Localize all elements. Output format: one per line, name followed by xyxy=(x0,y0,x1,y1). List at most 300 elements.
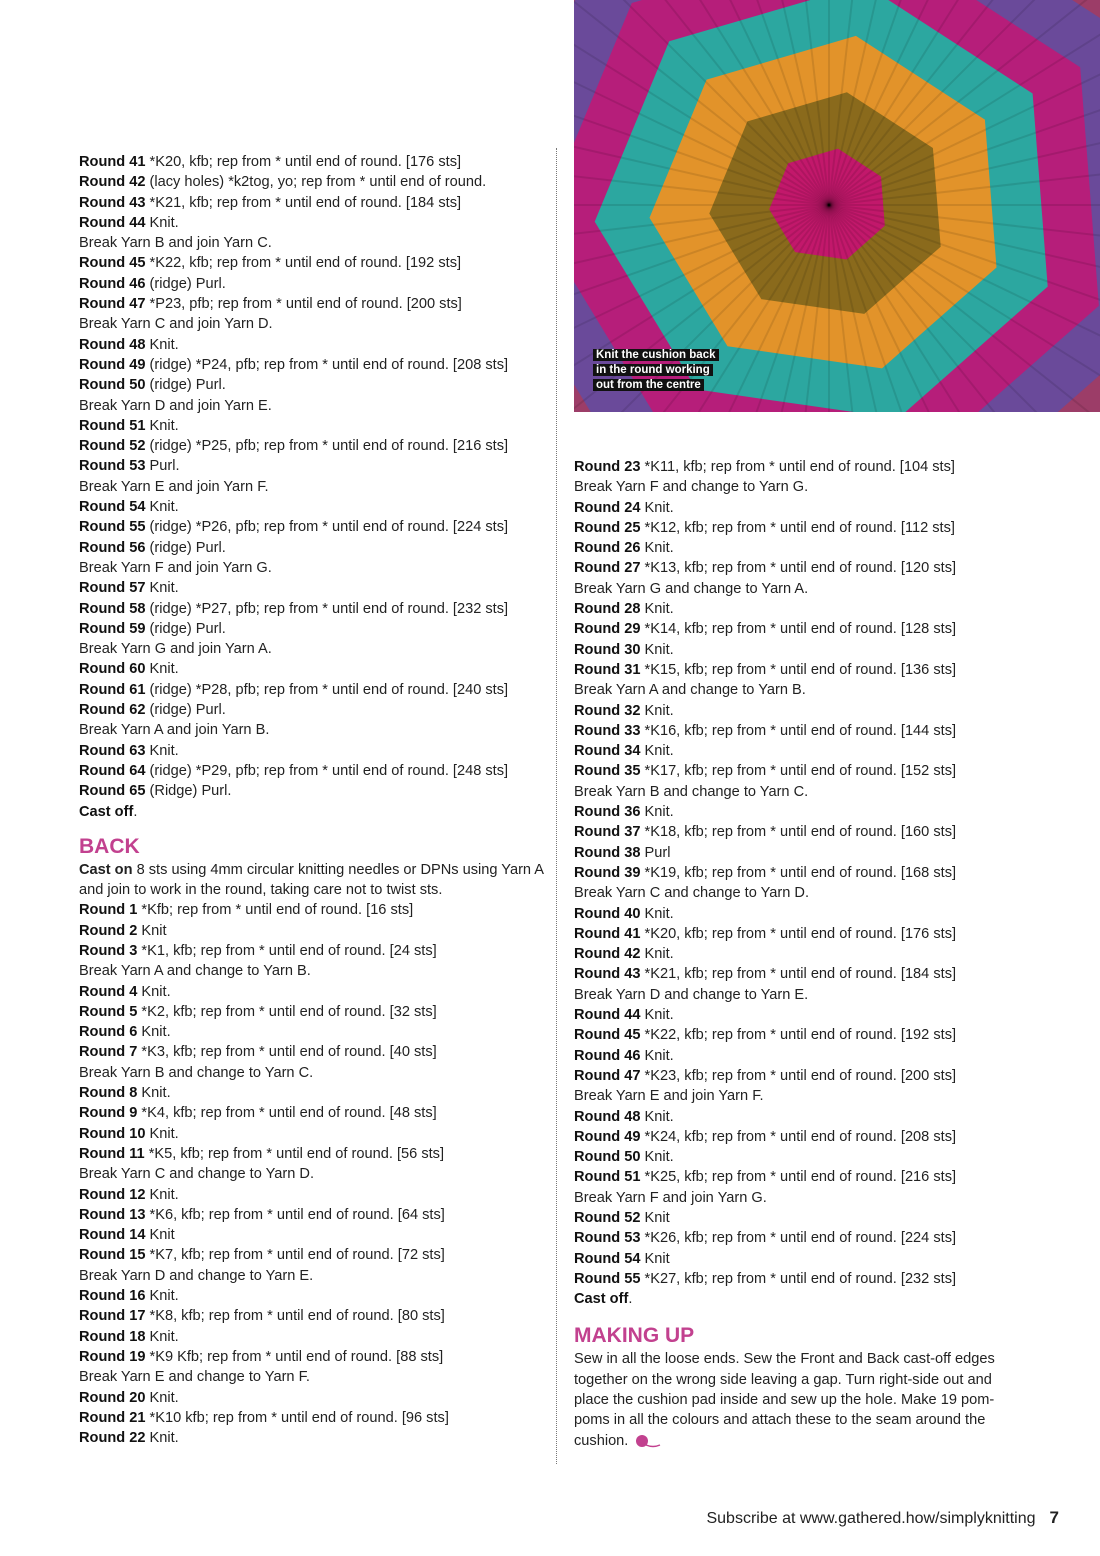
instruction-line xyxy=(574,944,1044,964)
instruction-text: Break Yarn A and join Yarn B. xyxy=(79,722,270,739)
round-label: Round 60 xyxy=(79,661,146,678)
instruction-text: Knit xyxy=(137,922,167,939)
round-label: Round 59 xyxy=(79,620,146,637)
instruction-text: *K15, kfb; rep from * until end of round. [136 sts] xyxy=(640,661,957,678)
instruction-text: *K20, kfb; rep from * until end of round. [176 sts] xyxy=(145,154,462,170)
instruction-line xyxy=(79,1266,549,1286)
instruction-text: Knit. xyxy=(640,743,674,760)
instruction-text: *K1, kfb; rep from * until end of round. [24 sts] xyxy=(137,942,437,959)
round-label: Round 9 xyxy=(79,1105,138,1122)
instruction-text: *K5, kfb; rep from * until end of round. [56 sts] xyxy=(144,1145,445,1162)
instruction-line xyxy=(574,498,1044,518)
instruction-line xyxy=(574,985,1044,1005)
instruction-line xyxy=(79,1388,549,1408)
instruction-line xyxy=(574,1289,1044,1309)
round-label: Round 51 xyxy=(79,417,146,434)
instruction-line xyxy=(79,1063,549,1083)
instruction-text: *K24, kfb; rep from * until end of round. [208 sts] xyxy=(640,1128,957,1145)
instruction-text: Knit. xyxy=(640,905,674,922)
instruction-text: Knit. xyxy=(145,336,179,353)
instruction-line xyxy=(574,1066,1044,1086)
instruction-text: *K3, kfb; rep from * until end of round. [40 sts] xyxy=(137,1044,437,1061)
round-label: Round 45 xyxy=(79,255,146,272)
instruction-line xyxy=(574,1208,1044,1228)
instruction-text: Break Yarn E and change to Yarn F. xyxy=(79,1369,310,1386)
instruction-line xyxy=(574,1167,1044,1187)
instruction-text: Knit. xyxy=(145,1186,179,1203)
instruction-line xyxy=(79,921,549,941)
instruction-line xyxy=(574,863,1044,883)
instruction-line xyxy=(79,1042,549,1062)
yarn-ball-icon xyxy=(635,1434,661,1448)
instruction-text: (ridge) Purl. xyxy=(145,275,226,292)
instruction-line xyxy=(79,538,549,558)
round-label: Round 34 xyxy=(574,743,641,760)
instruction-text: Purl. xyxy=(145,458,180,475)
instruction-line xyxy=(79,659,549,679)
instruction-line xyxy=(79,1327,549,1347)
instruction-line xyxy=(574,477,1044,497)
instruction-text: Break Yarn F and join Yarn G. xyxy=(79,559,272,576)
instruction-line xyxy=(79,1306,549,1326)
instruction-line xyxy=(79,375,549,395)
instruction-line xyxy=(79,1103,549,1123)
instruction-text: . xyxy=(628,1291,633,1308)
instruction-line xyxy=(79,477,549,497)
round-label: Round 6 xyxy=(79,1024,138,1041)
instruction-text: Break Yarn F and change to Yarn G. xyxy=(574,479,809,496)
instruction-line xyxy=(79,355,549,375)
instruction-text: *K11, kfb; rep from * until end of round. [104 sts] xyxy=(640,459,955,475)
instruction-text: (ridge) *P25, pfb; rep from * until end of round. [216 sts] xyxy=(145,438,509,455)
round-label: Round 33 xyxy=(574,722,641,739)
instruction-text: Break Yarn F and join Yarn G. xyxy=(574,1189,767,1206)
instruction-text: Break Yarn C and change to Yarn D. xyxy=(79,1166,314,1183)
instruction-text: *K20, kfb; rep from * until end of round. [176 sts] xyxy=(640,925,957,942)
round-label: Round 11 xyxy=(79,1145,145,1162)
round-label: Round 4 xyxy=(79,983,138,1000)
instruction-text: Break Yarn B and join Yarn C. xyxy=(79,235,272,252)
instruction-text: Break Yarn D and change to Yarn E. xyxy=(79,1267,314,1284)
round-label: Round 19 xyxy=(79,1348,146,1365)
instruction-line xyxy=(79,619,549,639)
round-label: Round 47 xyxy=(79,296,146,313)
round-label: Round 2 xyxy=(79,922,138,939)
round-label: Round 21 xyxy=(79,1409,146,1426)
round-label: Round 48 xyxy=(79,336,146,353)
instruction-text: (ridge) *P28, pfb; rep from * until end of round. [240 sts] xyxy=(145,681,509,698)
instruction-line xyxy=(574,1269,1044,1289)
instruction-text: Break Yarn G and change to Yarn A. xyxy=(574,580,809,597)
instruction-line xyxy=(79,1225,549,1245)
round-label: Round 56 xyxy=(79,539,146,556)
instruction-line xyxy=(79,599,549,619)
instruction-line xyxy=(574,1188,1044,1208)
instruction-text: *K25, kfb; rep from * until end of round. [216 sts] xyxy=(640,1169,957,1186)
instruction-line xyxy=(574,1127,1044,1147)
instruction-text: *K19, kfb; rep from * until end of round. [168 sts] xyxy=(640,864,957,881)
instruction-text: Knit. xyxy=(145,499,179,516)
instruction-text: Knit. xyxy=(640,1108,674,1125)
instruction-text: Knit. xyxy=(640,702,674,719)
instruction-line xyxy=(79,1185,549,1205)
instruction-text: (lacy holes) *k2tog, yo; rep from * until end of round. xyxy=(145,174,487,191)
instruction-line xyxy=(79,1367,549,1387)
round-label: Round 1 xyxy=(79,902,138,919)
instruction-text: Knit. xyxy=(640,601,674,618)
instruction-text: *K23, kfb; rep from * until end of round. [200 sts] xyxy=(640,1067,957,1084)
instruction-line xyxy=(79,172,549,192)
instruction-line xyxy=(574,538,1044,558)
instruction-text: Break Yarn E and join Yarn F. xyxy=(79,478,269,495)
instruction-text: *K27, kfb; rep from * until end of round. [232 sts] xyxy=(640,1270,957,1287)
instruction-text: . xyxy=(133,803,138,820)
instruction-line xyxy=(574,883,1044,903)
round-label: Round 18 xyxy=(79,1328,146,1345)
round-label: Round 22 xyxy=(79,1430,146,1447)
instruction-line xyxy=(79,497,549,517)
instruction-line xyxy=(574,579,1044,599)
instruction-line xyxy=(574,822,1044,842)
round-label: Round 52 xyxy=(574,1209,641,1226)
instruction-line xyxy=(79,558,549,578)
instruction-text: (ridge) *P27, pfb; rep from * until end of round. [232 sts] xyxy=(145,600,509,617)
front-continued-instructions xyxy=(79,152,549,822)
instruction-text: Knit xyxy=(145,1227,175,1244)
instruction-line xyxy=(574,558,1044,578)
round-label: Round 45 xyxy=(574,1027,641,1044)
instruction-text: Knit. xyxy=(137,1085,171,1102)
page-number: 7 xyxy=(1049,1508,1059,1527)
making-up-paragraph xyxy=(574,1349,1029,1450)
round-label: Round 28 xyxy=(574,601,641,618)
instruction-line xyxy=(574,701,1044,721)
instruction-text: *K22, kfb; rep from * until end of round. [192 sts] xyxy=(640,1027,957,1044)
instruction-text: (ridge) *P24, pfb; rep from * until end of round. [208 sts] xyxy=(145,356,509,373)
instruction-text: *P23, pfb; rep from * until end of round. [200 sts] xyxy=(145,296,462,313)
instruction-line xyxy=(574,1046,1044,1066)
instruction-line xyxy=(574,640,1044,660)
instruction-line xyxy=(79,961,549,981)
left-column xyxy=(79,152,549,1448)
instruction-line xyxy=(79,741,549,761)
instruction-text: *K4, kfb; rep from * until end of round. [48 sts] xyxy=(137,1105,437,1122)
round-label: Round 32 xyxy=(574,702,641,719)
instruction-text: *K26, kfb; rep from * until end of round. [224 sts] xyxy=(640,1230,957,1247)
round-label: Round 54 xyxy=(79,499,146,516)
round-label: Round 49 xyxy=(574,1128,641,1145)
round-label: Round 27 xyxy=(574,560,641,577)
round-label: Round 50 xyxy=(79,377,146,394)
round-label: Round 20 xyxy=(79,1389,146,1406)
round-label: Round 17 xyxy=(79,1308,146,1325)
instruction-text: *K22, kfb; rep from * until end of round. [192 sts] xyxy=(145,255,462,272)
instruction-line xyxy=(574,599,1044,619)
round-label: Round 43 xyxy=(79,194,146,211)
instruction-text: Break Yarn A and change to Yarn B. xyxy=(574,682,806,699)
instruction-text: *K14, kfb; rep from * until end of round. [128 sts] xyxy=(640,621,957,638)
round-label: Round 57 xyxy=(79,580,146,597)
round-label: Round 40 xyxy=(574,905,641,922)
instruction-text: Break Yarn C and change to Yarn D. xyxy=(574,885,809,902)
round-label: Round 53 xyxy=(574,1230,641,1247)
instruction-text: *K12, kfb; rep from * until end of round. [112 sts] xyxy=(640,519,955,536)
back-heading: BACK xyxy=(79,834,140,858)
round-label: Round 29 xyxy=(574,621,641,638)
instruction-text: Knit. xyxy=(137,983,171,1000)
round-label: Round 24 xyxy=(574,499,641,516)
round-label: Round 58 xyxy=(79,600,146,617)
instruction-text: Knit. xyxy=(640,804,674,821)
instruction-line xyxy=(79,1205,549,1225)
instruction-line xyxy=(79,517,549,537)
round-label: Round 41 xyxy=(574,925,641,942)
caption-line-3: out from the centre xyxy=(593,379,704,391)
instruction-text: Knit. xyxy=(145,661,179,678)
instruction-text: Knit. xyxy=(145,742,179,759)
cast-on-label: Cast on xyxy=(79,861,133,878)
round-label: Round 26 xyxy=(574,540,641,557)
subscribe-link[interactable]: Subscribe at www.gathered.how/simplyknitting xyxy=(706,1510,1036,1527)
instruction-line xyxy=(79,802,549,822)
instruction-text: (ridge) *P26, pfb; rep from * until end of round. [224 sts] xyxy=(145,519,509,536)
round-label: Round 13 xyxy=(79,1206,146,1223)
instruction-line xyxy=(574,1107,1044,1127)
round-label: Round 44 xyxy=(574,1007,641,1024)
instruction-line xyxy=(79,1245,549,1265)
instruction-line xyxy=(574,1005,1044,1025)
instruction-line xyxy=(79,761,549,781)
instruction-line xyxy=(574,1025,1044,1045)
instruction-text: Knit. xyxy=(145,1389,179,1406)
instruction-text: Break Yarn D and change to Yarn E. xyxy=(574,986,809,1003)
instruction-line xyxy=(574,964,1044,984)
instruction-line xyxy=(79,1022,549,1042)
making-up-text: Sew in all the loose ends. Sew the Front and Back cast-off edges together on the wrong side leaving a gap. Turn right-side out and place the cushion pad inside and sew up the hole. Make 19 pom-poms in all the colours and attach these to the seam around the cushion. xyxy=(574,1351,995,1449)
instruction-text: Knit. xyxy=(145,214,179,231)
page-footer xyxy=(706,1508,1059,1528)
instruction-line xyxy=(79,1408,549,1428)
instruction-text: Knit. xyxy=(145,1430,179,1447)
instruction-text: *Kfb; rep from * until end of round. [16 sts] xyxy=(137,902,414,919)
instruction-line xyxy=(79,982,549,1002)
cast-on-paragraph xyxy=(79,860,549,901)
instruction-text: *K21, kfb; rep from * until end of round. [184 sts] xyxy=(640,966,957,983)
round-label: Round 55 xyxy=(574,1270,641,1287)
instruction-line xyxy=(79,1124,549,1144)
round-label: Round 41 xyxy=(79,154,146,170)
making-up-heading: MAKING UP xyxy=(574,1324,695,1348)
instruction-text: *K9 Kfb; rep from * until end of round. [88 sts] xyxy=(145,1348,444,1365)
round-label: Round 23 xyxy=(574,459,641,475)
instruction-line xyxy=(79,578,549,598)
round-label: Round 42 xyxy=(79,174,146,191)
round-label: Round 48 xyxy=(574,1108,641,1125)
round-label: Round 35 xyxy=(574,763,641,780)
instruction-text: *K6, kfb; rep from * until end of round. [64 sts] xyxy=(145,1206,445,1223)
column-divider xyxy=(556,148,557,1464)
round-label: Round 43 xyxy=(574,966,641,983)
round-label: Round 47 xyxy=(574,1067,641,1084)
instruction-line xyxy=(79,193,549,213)
round-label: Cast off xyxy=(79,803,134,820)
round-label: Round 37 xyxy=(574,824,641,841)
instruction-line xyxy=(79,274,549,294)
round-label: Round 54 xyxy=(574,1250,641,1267)
round-label: Round 46 xyxy=(79,275,146,292)
instruction-line xyxy=(574,721,1044,741)
back-continued-instructions xyxy=(574,457,1044,1309)
instruction-line xyxy=(574,457,1044,477)
instruction-line xyxy=(79,1286,549,1306)
instruction-line xyxy=(79,213,549,233)
instruction-line xyxy=(79,294,549,314)
instruction-line xyxy=(574,1249,1044,1269)
instruction-line xyxy=(79,1428,549,1448)
instruction-line xyxy=(79,335,549,355)
round-label: Round 38 xyxy=(574,844,641,861)
instruction-text: Knit. xyxy=(640,1149,674,1166)
instruction-text: Break Yarn G and join Yarn A. xyxy=(79,641,272,658)
instruction-line xyxy=(79,1002,549,1022)
instruction-text: Knit. xyxy=(137,1024,171,1041)
instruction-text: *K16, kfb; rep from * until end of round. [144 sts] xyxy=(640,722,957,739)
instruction-text: Break Yarn D and join Yarn E. xyxy=(79,397,272,414)
instruction-text: Knit. xyxy=(145,417,179,434)
instruction-text: (ridge) Purl. xyxy=(145,702,226,719)
instruction-line xyxy=(574,1086,1044,1106)
round-label: Round 15 xyxy=(79,1247,146,1264)
instruction-text: Knit. xyxy=(145,1328,179,1345)
cast-on-text: 8 sts using 4mm circular knitting needles or DPNs using Yarn A and join to work in the round, taking care not to twist sts. xyxy=(79,861,544,899)
round-label: Round 51 xyxy=(574,1169,641,1186)
instruction-line xyxy=(574,619,1044,639)
instruction-text: Knit. xyxy=(640,641,674,658)
round-label: Round 49 xyxy=(79,356,146,373)
round-label: Round 5 xyxy=(79,1003,138,1020)
instruction-text: *K2, kfb; rep from * until end of round. [32 sts] xyxy=(137,1003,437,1020)
instruction-text: Knit. xyxy=(640,1007,674,1024)
instruction-text: *K17, kfb; rep from * until end of round. [152 sts] xyxy=(640,763,957,780)
instruction-line xyxy=(574,518,1044,538)
round-label: Cast off xyxy=(574,1291,629,1308)
instruction-line xyxy=(574,761,1044,781)
round-label: Round 63 xyxy=(79,742,146,759)
instruction-line xyxy=(79,416,549,436)
instruction-line xyxy=(574,782,1044,802)
instruction-line xyxy=(574,660,1044,680)
instruction-text: (ridge) Purl. xyxy=(145,620,226,637)
instruction-line xyxy=(79,456,549,476)
instruction-line xyxy=(79,720,549,740)
instruction-text: Knit xyxy=(640,1209,670,1226)
instruction-text: Knit xyxy=(640,1250,670,1267)
round-label: Round 52 xyxy=(79,438,146,455)
right-column xyxy=(574,457,1044,1451)
round-label: Round 62 xyxy=(79,702,146,719)
caption-line-1: Knit the cushion back xyxy=(593,349,719,361)
round-label: Round 50 xyxy=(574,1149,641,1166)
round-label: Round 31 xyxy=(574,661,641,678)
round-label: Round 3 xyxy=(79,942,138,959)
round-label: Round 8 xyxy=(79,1085,138,1102)
instruction-text: Knit. xyxy=(640,946,674,963)
instruction-line xyxy=(79,941,549,961)
instruction-line xyxy=(574,843,1044,863)
instruction-line xyxy=(79,781,549,801)
instruction-line xyxy=(574,741,1044,761)
instruction-text: Knit. xyxy=(145,1125,179,1142)
instruction-line xyxy=(79,1083,549,1103)
instruction-text: *K8, kfb; rep from * until end of round. [80 sts] xyxy=(145,1308,445,1325)
round-label: Round 30 xyxy=(574,641,641,658)
instruction-text: Knit. xyxy=(145,580,179,597)
instruction-line xyxy=(79,639,549,659)
instruction-line xyxy=(79,680,549,700)
instruction-line xyxy=(574,904,1044,924)
round-label: Round 36 xyxy=(574,804,641,821)
instruction-line xyxy=(574,1147,1044,1167)
instruction-text: (Ridge) Purl. xyxy=(145,783,232,800)
instruction-text: Purl xyxy=(640,844,671,861)
instruction-text: Break Yarn C and join Yarn D. xyxy=(79,316,273,333)
round-label: Round 25 xyxy=(574,519,641,536)
round-label: Round 61 xyxy=(79,681,146,698)
instruction-text: *K10 kfb; rep from * until end of round. [96 sts] xyxy=(145,1409,449,1426)
round-label: Round 65 xyxy=(79,783,146,800)
instruction-text: Break Yarn E and join Yarn F. xyxy=(574,1088,764,1105)
instruction-text: Break Yarn B and change to Yarn C. xyxy=(79,1064,314,1081)
instruction-text: Break Yarn B and change to Yarn C. xyxy=(574,783,809,800)
instruction-line xyxy=(79,700,549,720)
instruction-line xyxy=(79,436,549,456)
instruction-line xyxy=(79,233,549,253)
instruction-line xyxy=(79,900,549,920)
instruction-line xyxy=(79,314,549,334)
round-label: Round 10 xyxy=(79,1125,146,1142)
round-label: Round 12 xyxy=(79,1186,146,1203)
instruction-text: (ridge) Purl. xyxy=(145,377,226,394)
instruction-line xyxy=(79,253,549,273)
round-label: Round 55 xyxy=(79,519,146,536)
instruction-text: *K13, kfb; rep from * until end of round. [120 sts] xyxy=(640,560,957,577)
instruction-line xyxy=(79,396,549,416)
round-label: Round 16 xyxy=(79,1288,146,1305)
instruction-text: Knit. xyxy=(640,1047,674,1064)
round-label: Round 39 xyxy=(574,864,641,881)
instruction-line xyxy=(574,1228,1044,1248)
back-instructions xyxy=(79,900,549,1448)
caption-line-2: in the round working xyxy=(593,364,713,376)
instruction-text: Knit. xyxy=(640,540,674,557)
instruction-text: (ridge) Purl. xyxy=(145,539,226,556)
round-label: Round 44 xyxy=(79,214,146,231)
instruction-line xyxy=(79,1347,549,1367)
instruction-line xyxy=(574,680,1044,700)
instruction-line xyxy=(574,802,1044,822)
instruction-text: Knit. xyxy=(640,499,674,516)
instruction-text: Break Yarn A and change to Yarn B. xyxy=(79,963,311,980)
photo-caption xyxy=(593,348,719,393)
round-label: Round 46 xyxy=(574,1047,641,1064)
instruction-line xyxy=(79,1144,549,1164)
round-label: Round 64 xyxy=(79,762,146,779)
instruction-text: *K7, kfb; rep from * until end of round. [72 sts] xyxy=(145,1247,445,1264)
round-label: Round 53 xyxy=(79,458,146,475)
instruction-line xyxy=(79,1164,549,1184)
instruction-text: (ridge) *P29, pfb; rep from * until end of round. [248 sts] xyxy=(145,762,509,779)
instruction-line xyxy=(79,152,549,172)
